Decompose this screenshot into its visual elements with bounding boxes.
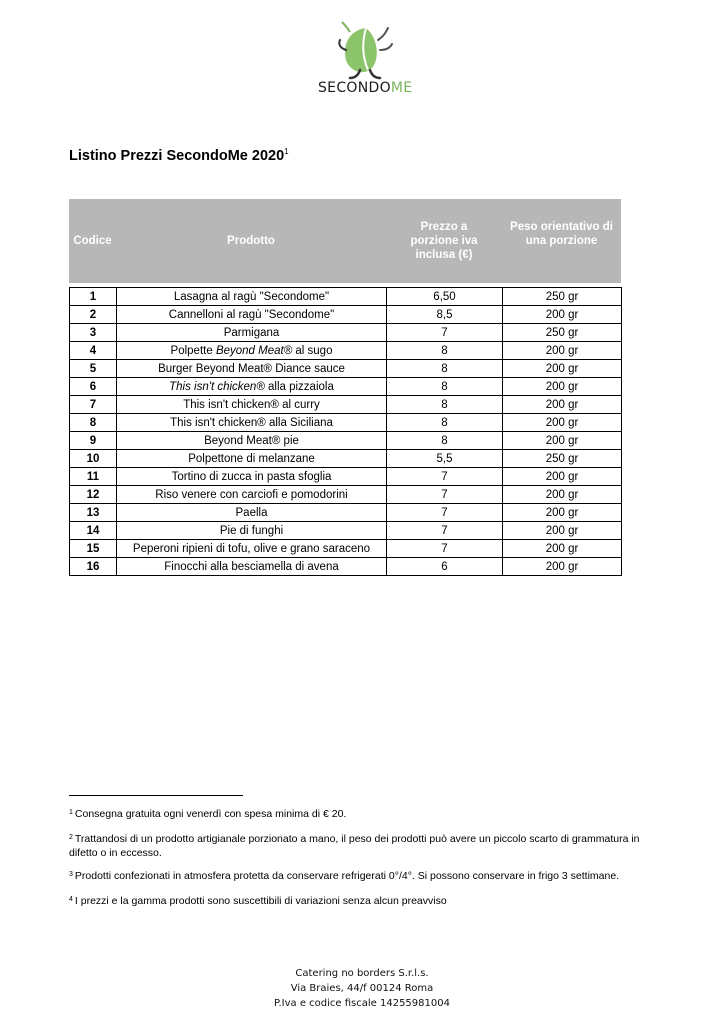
footnote-text: I prezzi e la gamma prodotti sono suscettibili di variazioni senza alcun preavviso: [74, 895, 447, 907]
row-code: 9: [70, 432, 117, 450]
table-row: [70, 558, 622, 576]
row-weight: 200 gr: [503, 360, 622, 378]
row-price: 7: [387, 486, 503, 504]
row-code: 1: [70, 288, 117, 306]
row-price: 7: [387, 540, 503, 558]
table-row: [70, 288, 622, 306]
row-code: 7: [70, 396, 117, 414]
row-product: Polpettone di melanzane: [117, 450, 387, 468]
row-weight: 200 gr: [503, 378, 622, 396]
row-code: 13: [70, 504, 117, 522]
row-product: Peperoni ripieni di tofu, olive e grano saraceno: [117, 540, 387, 558]
row-product: [117, 342, 387, 360]
row-product: Riso venere con carciofi e pomodorini: [117, 486, 387, 504]
row-code: 12: [70, 486, 117, 504]
footnote-divider: [69, 795, 243, 796]
row-price: 8,5: [387, 306, 503, 324]
row-product: Pie di funghi: [117, 522, 387, 540]
row-weight: 250 gr: [503, 324, 622, 342]
row-product: This isn't chicken® al curry: [117, 396, 387, 414]
row-code: 4: [70, 342, 117, 360]
row-product: Beyond Meat® pie: [117, 432, 387, 450]
row-code: 3: [70, 324, 117, 342]
footnote-mark: 4: [69, 896, 73, 903]
row-weight: 200 gr: [503, 486, 622, 504]
row-product: Burger Beyond Meat® Diance sauce: [117, 360, 387, 378]
table-row: [70, 306, 622, 324]
row-product-part: Polpette: [170, 344, 216, 357]
table-row: [70, 378, 622, 396]
row-product: This isn't chicken® alla Siciliana: [117, 414, 387, 432]
row-weight: 250 gr: [503, 450, 622, 468]
footnote-mark: 1: [69, 809, 73, 816]
price-table: [69, 287, 622, 576]
row-code: 16: [70, 558, 117, 576]
footnote-4: [69, 894, 659, 908]
row-price: 8: [387, 378, 503, 396]
header-peso-line1: Peso orientativo di: [510, 221, 613, 233]
footnote-3: [69, 869, 659, 883]
row-weight: 200 gr: [503, 396, 622, 414]
table-row: [70, 324, 622, 342]
row-weight: 200 gr: [503, 540, 622, 558]
row-code: 10: [70, 450, 117, 468]
header-prezzo-line1: Prezzo a: [420, 221, 468, 233]
row-code: 2: [70, 306, 117, 324]
title-footnote-mark: 1: [284, 147, 289, 156]
row-price: 7: [387, 522, 503, 540]
row-price: 7: [387, 324, 503, 342]
row-price: 7: [387, 468, 503, 486]
footnote-text: Consegna gratuita ogni venerdì con spesa minima di € 20.: [74, 808, 347, 820]
footnote-mark: 3: [69, 871, 73, 878]
row-product: Parmigana: [117, 324, 387, 342]
brand-wordmark-b: ME: [390, 80, 413, 96]
row-price: 8: [387, 342, 503, 360]
row-price: 8: [387, 414, 503, 432]
header-prezzo-line3: inclusa (€): [415, 249, 473, 261]
table-row: [70, 486, 622, 504]
page-title: [69, 148, 289, 164]
row-product: Paella: [117, 504, 387, 522]
footnote-text: Prodotti confezionati in atmosfera protetta da conservare refrigerati 0°/4°. Si possono conservare in frigo 3 settimane.: [74, 870, 620, 882]
row-code: 8: [70, 414, 117, 432]
table-row: [70, 504, 622, 522]
table-row: [70, 540, 622, 558]
row-product: [117, 378, 387, 396]
brand-wordmark: [318, 80, 418, 96]
row-weight: 200 gr: [503, 468, 622, 486]
header-prodotto: Prodotto: [227, 235, 275, 247]
header-codice: Codice: [73, 235, 112, 247]
header-prezzo: [386, 199, 502, 283]
footnote-2: [69, 832, 659, 860]
row-product: Lasagna al ragù "Secondome": [117, 288, 387, 306]
row-weight: 200 gr: [503, 306, 622, 324]
row-price: 8: [387, 360, 503, 378]
row-price: 8: [387, 432, 503, 450]
row-price: 6,50: [387, 288, 503, 306]
row-code: 6: [70, 378, 117, 396]
row-code: 5: [70, 360, 117, 378]
page-title-text: Listino Prezzi SecondoMe 2020: [69, 148, 285, 164]
table-row: [70, 396, 622, 414]
header-peso-line2: una porzione: [525, 235, 598, 247]
table-header: [69, 199, 621, 283]
brand-wordmark-a: SECONDO: [318, 80, 391, 96]
company-vat: P.Iva e codice fiscale 14255981004: [274, 998, 450, 1009]
row-weight: 200 gr: [503, 504, 622, 522]
table-row: [70, 414, 622, 432]
row-price: 6: [387, 558, 503, 576]
row-product-brand: This isn't chicken®: [169, 380, 265, 393]
row-code: 14: [70, 522, 117, 540]
row-price: 7: [387, 504, 503, 522]
row-price: 8: [387, 396, 503, 414]
header-prezzo-line2: porzione iva: [410, 235, 478, 247]
row-weight: 200 gr: [503, 414, 622, 432]
table-row: [70, 342, 622, 360]
table-row: [70, 450, 622, 468]
row-price: 5,5: [387, 450, 503, 468]
footnote-mark: 2: [69, 834, 73, 841]
header-peso: [502, 199, 621, 283]
row-product-part: alla pizzaiola: [264, 380, 334, 393]
row-code: 11: [70, 468, 117, 486]
row-product-part: al sugo: [292, 344, 333, 357]
company-name: Catering no borders S.r.l.s.: [295, 968, 429, 979]
table-row: [70, 360, 622, 378]
footnote-text: Trattandosi di un prodotto artigianale porzionato a mano, il peso dei prodotti può avere un piccolo scarto di grammatura in difetto o in eccesso.: [69, 833, 640, 859]
row-weight: 200 gr: [503, 558, 622, 576]
row-product: Tortino di zucca in pasta sfoglia: [117, 468, 387, 486]
table-row: [70, 432, 622, 450]
row-product: Cannelloni al ragù "Secondome": [117, 306, 387, 324]
row-weight: 200 gr: [503, 432, 622, 450]
row-weight: 200 gr: [503, 522, 622, 540]
row-weight: 200 gr: [503, 342, 622, 360]
table-row: [70, 468, 622, 486]
footnote-1: [69, 807, 659, 821]
row-code: 15: [70, 540, 117, 558]
row-product: Finocchi alla besciamella di avena: [117, 558, 387, 576]
company-address: Via Braies, 44/f 00124 Roma: [290, 983, 434, 994]
row-weight: 250 gr: [503, 288, 622, 306]
row-product-brand: Beyond Meat®: [215, 344, 293, 357]
table-row: [70, 522, 622, 540]
